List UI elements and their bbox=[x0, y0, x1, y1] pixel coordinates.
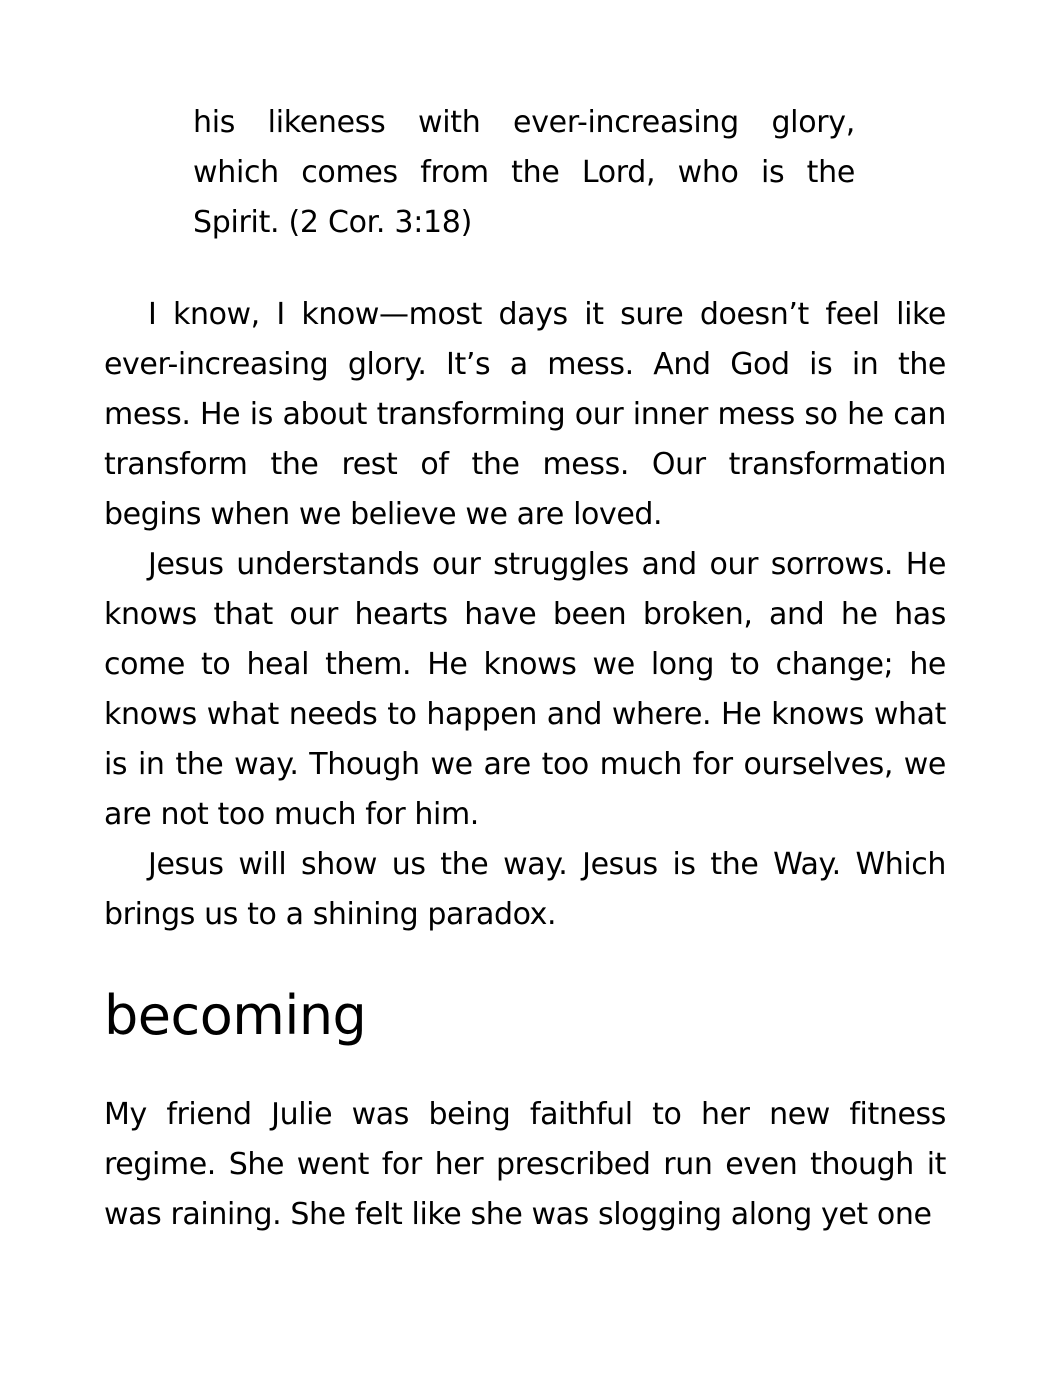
section-heading: becoming bbox=[104, 984, 367, 1047]
paragraph: Jesus will show us the way. Jesus is the Way. Which brings us to a shining paradox. bbox=[104, 847, 946, 932]
paragraph: Jesus understands our struggles and our sorrows. He knows that our hearts have been broken, and he has come to heal them. He knows we long to change; he knows what needs to happen and where. He knows what is in the way. Though we are too much for ourselves, we are not too much for him. bbox=[104, 547, 946, 832]
scripture-quote: his likeness with ever-increasing glory, which comes from the Lord, who is the Spirit. (2 Cor. 3:18) bbox=[193, 105, 855, 240]
section-opening-paragraph: My friend Julie was being faithful to her new fitness regime. She went for her prescribed run even though it was raining. She felt like she was slogging along yet one bbox=[104, 1097, 946, 1232]
paragraph: I know, I know—most days it sure doesn’t feel like ever-increasing glory. It’s a mess. And God is in the mess. He is about transforming our inner mess so he can transform the rest of the mess. Our transformation begins when we believe we are loved. bbox=[104, 297, 946, 532]
